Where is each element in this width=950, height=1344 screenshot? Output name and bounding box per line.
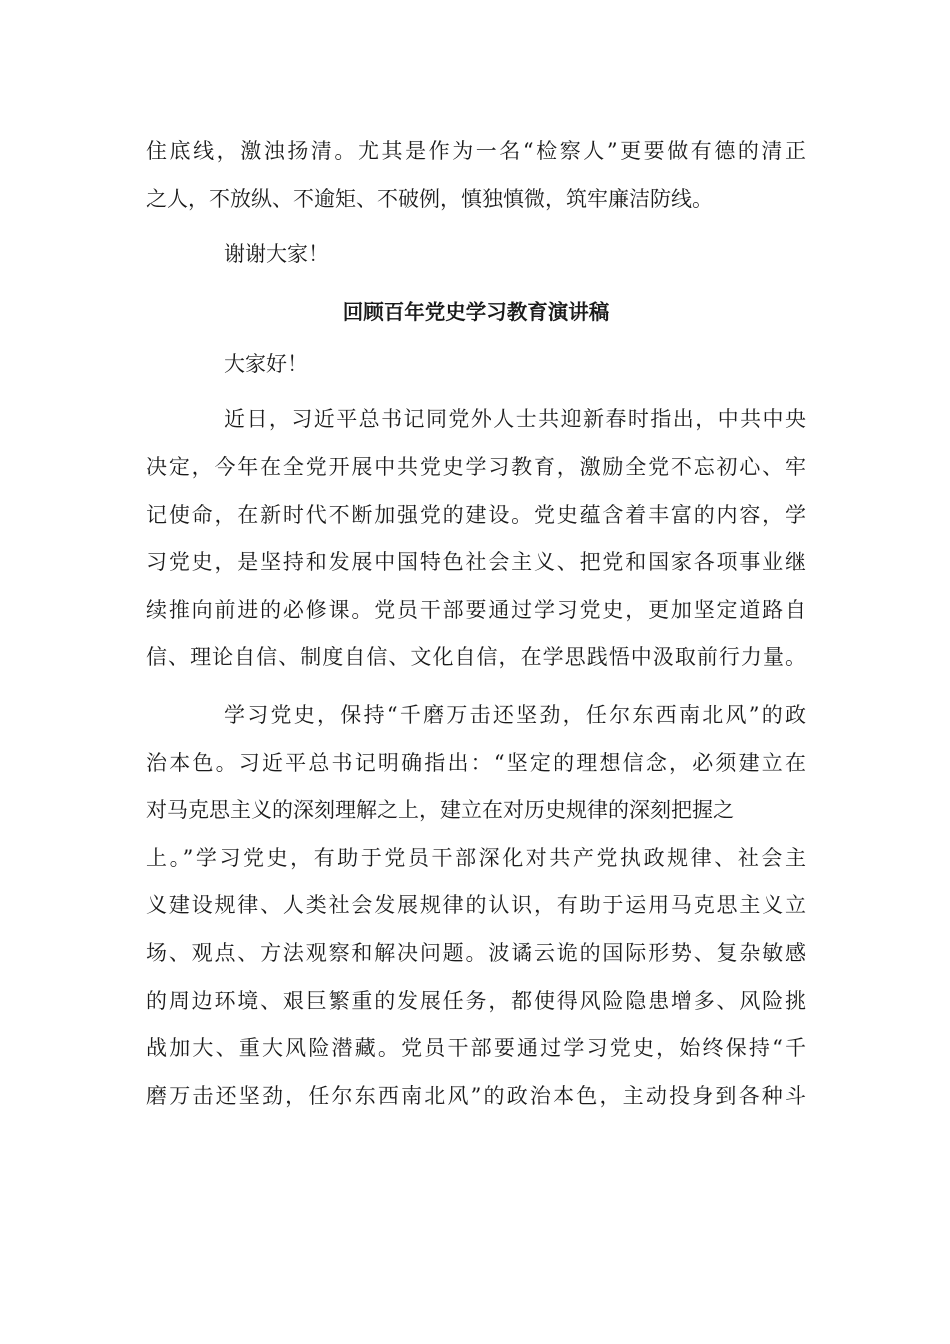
text-line: 上。”学习党史，有助于党员干部深化对共产党执政规律、社会主 — [146, 845, 806, 870]
text-line: 住底线，激浊扬清。尤其是作为一名“检察人”更要做有德的清正 — [146, 139, 806, 163]
text-line: 治本色。习近平总书记明确指出：“坚定的理想信念，必须建立在 — [146, 750, 806, 775]
text-line: 续推向前进的必修课。党员干部要通过学习党史，更加坚定道路自 — [146, 597, 806, 622]
text-line: 磨万击还坚劲，任尔东西南北风”的政治本色，主动投身到各种斗 — [146, 1083, 806, 1108]
paragraph-1 — [146, 396, 806, 682]
text-line: 信、理论自信、制度自信、文化自信，在学思践悟中汲取前行力量。 — [146, 645, 806, 670]
document-title: 回顾百年党史学习教育演讲稿 — [342, 299, 610, 324]
text-line: 近日，习近平总书记同党外人士共迎新春时指出，中共中央 — [224, 407, 806, 432]
text-line: 之人，不放纵、不逾矩、不破例，慎独慎微，筑牢廉洁防线。 — [146, 186, 713, 211]
closing-text: 谢谢大家！ — [224, 242, 329, 267]
text-line: 习党史，是坚持和发展中国特色社会主义、把党和国家各项事业继 — [146, 550, 806, 575]
text-line: 对马克思主义的深刻理解之上，建立在对历史规律的深刻把握之 — [146, 798, 734, 823]
text-line: 学习党史，保持“千磨万击还坚劲，任尔东西南北风”的政 — [224, 702, 806, 727]
text-line: 记使命，在新时代不断加强党的建设。党史蕴含着丰富的内容，学 — [146, 502, 806, 527]
text-line: 战加大、重大风险潜藏。党员干部要通过学习党史，始终保持“千 — [146, 1036, 806, 1061]
continuation-paragraph — [146, 128, 806, 223]
text-line: 义建设规律、人类社会发展规律的认识，有助于运用马克思主义立 — [146, 893, 806, 918]
text-line: 的周边环境、艰巨繁重的发展任务，都使得风险隐患增多、风险挑 — [146, 988, 806, 1013]
document-page — [146, 128, 806, 1120]
greeting-text: 大家好！ — [224, 351, 308, 376]
paragraph-2 — [146, 692, 806, 1120]
text-line: 决定，今年在全党开展中共党史学习教育，激励全党不忘初心、牢 — [146, 454, 806, 479]
text-line: 场、观点、方法观察和解决问题。波谲云诡的国际形势、复杂敏感 — [146, 940, 806, 965]
